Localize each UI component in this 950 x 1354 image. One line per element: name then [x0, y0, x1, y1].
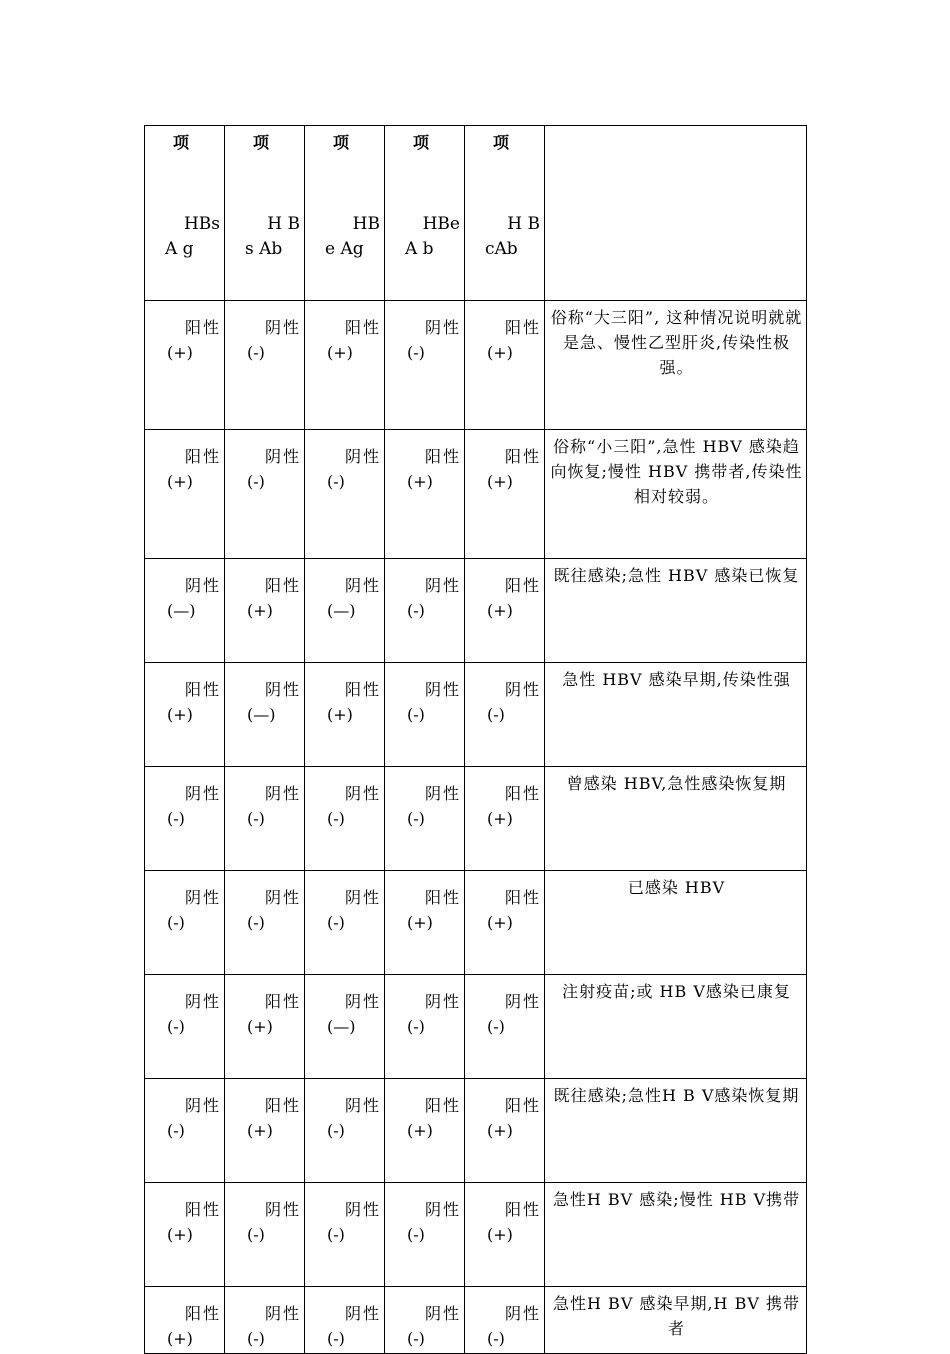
result-label: 阳性	[504, 1200, 541, 1219]
header-cell-hbsag	[145, 126, 225, 301]
result-cell	[465, 871, 545, 975]
result-sign: (-)	[167, 1017, 185, 1036]
interpretation-cell: 曾感染 HBV,急性感染恢复期	[545, 767, 807, 871]
interpretation-cell: 急性H BV 感染;慢性 HB V携带	[545, 1183, 807, 1287]
result-label: 阴性	[504, 992, 541, 1011]
result-label: 阳性	[504, 888, 541, 907]
result-cell	[145, 1079, 225, 1183]
result-cell	[465, 430, 545, 559]
interpretation-cell: 俗称“小三阳”,急性 HBV 感染趋向恢复;慢性 HBV 携带者,传染性相对较弱。	[545, 430, 807, 559]
result-sign: (-)	[247, 1225, 265, 1244]
result-label: 阴性	[424, 992, 461, 1011]
result-label: 阴性	[424, 680, 461, 699]
result-label: 阴性	[264, 1200, 301, 1219]
result-sign: (+)	[167, 472, 193, 491]
result-sign: (+)	[247, 1121, 273, 1140]
result-label: 阴性	[264, 447, 301, 466]
result-cell	[385, 559, 465, 663]
result-sign: (-)	[247, 913, 265, 932]
table-row	[145, 559, 807, 663]
result-cell	[385, 871, 465, 975]
table-row	[145, 1183, 807, 1287]
result-sign: (+)	[407, 913, 433, 932]
result-sign: (+)	[487, 809, 513, 828]
result-cell	[225, 1287, 305, 1354]
table-row	[145, 871, 807, 975]
result-cell	[385, 301, 465, 430]
header-cell-hbeab	[385, 126, 465, 301]
result-label: 阳性	[504, 576, 541, 595]
result-cell	[145, 767, 225, 871]
header-cell-hbcab	[465, 126, 545, 301]
result-label: 阳性	[424, 888, 461, 907]
result-sign: (-)	[327, 913, 345, 932]
result-sign: (-)	[407, 1017, 425, 1036]
result-sign: (+)	[247, 601, 273, 620]
header-word: 项	[333, 133, 350, 152]
result-label: 阳性	[184, 1200, 221, 1219]
result-sign: (-)	[487, 1017, 505, 1036]
result-cell	[225, 767, 305, 871]
header-cell-hbeag	[305, 126, 385, 301]
result-cell	[145, 663, 225, 767]
result-label: 阴性	[504, 1304, 541, 1323]
header-word: 项	[173, 133, 190, 152]
result-label: 阴性	[424, 1304, 461, 1323]
interpretation-cell: 已感染 HBV	[545, 871, 807, 975]
result-sign: (-)	[327, 472, 345, 491]
result-cell	[385, 1183, 465, 1287]
result-cell	[225, 430, 305, 559]
result-sign: (-)	[167, 809, 185, 828]
result-sign: (-)	[407, 809, 425, 828]
result-label: 阳性	[264, 576, 301, 595]
result-sign: (-)	[167, 913, 185, 932]
result-label: 阴性	[184, 888, 221, 907]
result-label: 阴性	[424, 1200, 461, 1219]
result-cell	[305, 871, 385, 975]
result-cell	[225, 975, 305, 1079]
result-sign: (+)	[327, 705, 353, 724]
result-cell	[385, 767, 465, 871]
result-sign: (-)	[167, 1121, 185, 1140]
result-sign: (+)	[167, 343, 193, 362]
result-label: 阳性	[424, 447, 461, 466]
table-row	[145, 301, 807, 430]
marker-name: HBs A g	[165, 214, 220, 259]
result-label: 阴性	[344, 992, 381, 1011]
header-word: 项	[253, 133, 270, 152]
result-label: 阴性	[344, 888, 381, 907]
result-sign: (-)	[487, 1329, 505, 1348]
result-sign: (+)	[167, 1329, 193, 1348]
result-cell	[225, 559, 305, 663]
marker-name: HBe A b	[405, 214, 460, 259]
table-row	[145, 975, 807, 1079]
result-cell	[145, 1183, 225, 1287]
header-cell-hbsab	[225, 126, 305, 301]
result-sign: (—)	[327, 601, 356, 620]
interpretation-cell: 既往感染;急性H B V感染恢复期	[545, 1079, 807, 1183]
header-word: 项	[413, 133, 430, 152]
result-label: 阳性	[184, 318, 221, 337]
result-sign: (-)	[487, 705, 505, 724]
result-cell	[145, 559, 225, 663]
header-cell-description	[545, 126, 807, 301]
result-cell	[465, 559, 545, 663]
result-cell	[225, 1079, 305, 1183]
result-cell	[465, 1287, 545, 1354]
result-label: 阴性	[344, 1200, 381, 1219]
result-label: 阴性	[424, 318, 461, 337]
result-cell	[385, 663, 465, 767]
result-label: 阳性	[184, 680, 221, 699]
marker-name: H B s Ab	[245, 214, 300, 259]
result-sign: (-)	[247, 809, 265, 828]
result-label: 阴性	[424, 576, 461, 595]
interpretation-cell: 俗称“大三阳”, 这种情况说明就就是急、慢性乙型肝炎,传染性极强。	[545, 301, 807, 430]
table-body	[145, 126, 807, 1354]
result-label: 阳性	[264, 1096, 301, 1115]
marker-name: H B cAb	[485, 214, 540, 259]
result-sign: (+)	[327, 343, 353, 362]
result-cell	[145, 1287, 225, 1354]
result-label: 阴性	[264, 888, 301, 907]
result-cell	[385, 1287, 465, 1354]
result-cell	[145, 430, 225, 559]
result-sign: (+)	[247, 1017, 273, 1036]
result-cell	[385, 1079, 465, 1183]
result-sign: (-)	[327, 1329, 345, 1348]
result-sign: (—)	[247, 705, 276, 724]
result-sign: (-)	[247, 472, 265, 491]
result-label: 阴性	[184, 576, 221, 595]
table-row	[145, 430, 807, 559]
result-label: 阳性	[504, 318, 541, 337]
interpretation-cell: 既往感染;急性 HBV 感染已恢复	[545, 559, 807, 663]
interpretation-cell: 注射疫苗;或 HB V感染已康复	[545, 975, 807, 1079]
result-label: 阳性	[184, 1304, 221, 1323]
table-row	[145, 663, 807, 767]
result-label: 阳性	[344, 318, 381, 337]
result-label: 阴性	[424, 784, 461, 803]
result-label: 阴性	[264, 1304, 301, 1323]
result-cell	[465, 301, 545, 430]
result-sign: (+)	[487, 343, 513, 362]
result-cell	[225, 301, 305, 430]
result-label: 阴性	[184, 992, 221, 1011]
result-label: 阳性	[184, 447, 221, 466]
result-sign: (-)	[407, 601, 425, 620]
result-sign: (+)	[487, 472, 513, 491]
result-label: 阳性	[504, 447, 541, 466]
result-cell	[225, 663, 305, 767]
result-label: 阴性	[264, 318, 301, 337]
result-label: 阴性	[344, 784, 381, 803]
table-row	[145, 1287, 807, 1354]
result-sign: (-)	[327, 1121, 345, 1140]
result-sign: (-)	[407, 1225, 425, 1244]
result-cell	[465, 767, 545, 871]
result-label: 阴性	[184, 1096, 221, 1115]
hbv-marker-table	[144, 125, 807, 1354]
result-label: 阴性	[344, 447, 381, 466]
result-label: 阴性	[264, 784, 301, 803]
result-cell	[465, 1079, 545, 1183]
result-cell	[305, 430, 385, 559]
result-label: 阳性	[504, 784, 541, 803]
result-cell	[305, 975, 385, 1079]
result-sign: (—)	[167, 601, 196, 620]
result-sign: (+)	[487, 913, 513, 932]
result-sign: (-)	[247, 343, 265, 362]
result-cell	[225, 1183, 305, 1287]
result-cell	[385, 430, 465, 559]
result-label: 阳性	[424, 1096, 461, 1115]
result-sign: (-)	[247, 1329, 265, 1348]
result-label: 阳性	[264, 992, 301, 1011]
result-sign: (+)	[167, 705, 193, 724]
result-cell	[465, 663, 545, 767]
result-label: 阴性	[504, 680, 541, 699]
result-sign: (+)	[167, 1225, 193, 1244]
result-sign: (—)	[327, 1017, 356, 1036]
table-row	[145, 767, 807, 871]
result-cell	[145, 975, 225, 1079]
table-row	[145, 1079, 807, 1183]
interpretation-cell: 急性H BV 感染早期,H BV 携带者	[545, 1287, 807, 1354]
result-sign: (+)	[407, 472, 433, 491]
result-cell	[305, 1079, 385, 1183]
result-cell	[465, 1183, 545, 1287]
result-sign: (-)	[327, 1225, 345, 1244]
result-cell	[305, 301, 385, 430]
result-label: 阳性	[344, 680, 381, 699]
result-cell	[145, 301, 225, 430]
result-sign: (+)	[487, 1121, 513, 1140]
result-label: 阴性	[344, 1096, 381, 1115]
result-cell	[225, 871, 305, 975]
result-sign: (+)	[407, 1121, 433, 1140]
result-cell	[305, 559, 385, 663]
result-cell	[305, 1287, 385, 1354]
result-cell	[145, 871, 225, 975]
result-label: 阴性	[344, 576, 381, 595]
header-word: 项	[493, 133, 510, 152]
result-label: 阴性	[344, 1304, 381, 1323]
result-cell	[305, 767, 385, 871]
result-label: 阴性	[264, 680, 301, 699]
result-label: 阴性	[184, 784, 221, 803]
result-sign: (-)	[407, 343, 425, 362]
marker-name: HB e Ag	[325, 214, 380, 259]
result-sign: (+)	[487, 601, 513, 620]
result-cell	[305, 663, 385, 767]
interpretation-cell: 急性 HBV 感染早期,传染性强	[545, 663, 807, 767]
result-cell	[465, 975, 545, 1079]
result-sign: (-)	[327, 809, 345, 828]
result-sign: (-)	[407, 705, 425, 724]
result-label: 阳性	[504, 1096, 541, 1115]
result-cell	[305, 1183, 385, 1287]
result-sign: (-)	[407, 1329, 425, 1348]
result-sign: (+)	[487, 1225, 513, 1244]
header-row	[145, 126, 807, 301]
result-cell	[385, 975, 465, 1079]
